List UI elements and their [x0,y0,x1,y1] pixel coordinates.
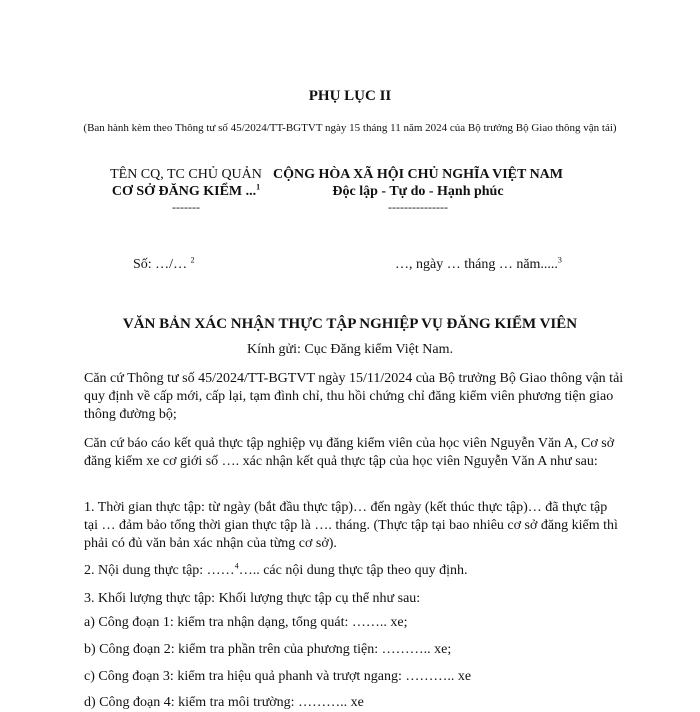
national-header [268,166,568,214]
footnote-marker: 1 [256,182,261,192]
footnote-marker: 2 [190,255,195,265]
national-name: CỘNG HÒA XÃ HỘI CHỦ NGHĨA VIỆT NAM [272,167,563,182]
document-number [133,257,195,273]
list-item-stage-3: c) Công đoạn 3: kiểm tra hiệu quả phanh và trượt ngang: ……….. xe [84,669,472,684]
subtitle: (Ban hành kèm theo Thông tư số 45/2024/TT-BGTVT ngày 15 tháng 11 năm 2024 của Bộ trưởng Bộ Giao thông vận tải) [83,122,617,134]
list-item-stage-2: b) Công đoạn 2: kiểm tra phần trên của phương tiện: ……….. xe; [84,642,452,657]
footnote-marker: 3 [557,255,562,265]
agency-header [76,166,296,214]
content-text-tail: ….. các nội dung thực tập theo quy định. [238,563,468,578]
national-divider: --------------- [388,200,448,214]
inspection-facility-name [76,183,296,200]
document-date [395,257,562,273]
national-motto: Độc lập - Tự do - Hạnh phúc [332,184,504,199]
paragraph-internship-content [84,562,624,580]
content-text: 2. Nội dung thực tập: …… [84,563,235,578]
agency-name: TÊN CQ, TC CHỦ QUẢN [110,167,262,182]
recipient: Kính gửi: Cục Đăng kiểm Việt Nam. [247,342,453,357]
paragraph-report-basis: Căn cứ báo cáo kết quả thực tập nghiệp vụ đăng kiểm viên của học viên Nguyễn Văn A, Cơ sở đăng kiểm xe cơ giới số …. xác nhận kết quả thực tập của học viên Nguyễn Văn A như sau: [84,436,615,469]
list-item-stage-4: d) Công đoạn 4: kiểm tra môi trường: ……….. xe [84,695,364,710]
paragraph-internship-time: 1. Thời gian thực tập: từ ngày (bắt đầu thực tập)… đến ngày (kết thúc thực tập)… đã thực tập tại … đảm bảo tổng thời gian thực tập là …. tháng. (Thực tập tại bao nhiêu cơ sở đăng kiểm thì phải có đủ văn bản xác nhận của từng cơ sở). [84,500,618,551]
list-item-stage-1: a) Công đoạn 1: kiểm tra nhận dạng, tổng quát: …….. xe; [84,615,408,630]
document-number-text: Số: …/… [133,257,191,272]
paragraph-internship-volume: 3. Khối lượng thực tập: Khối lượng thực tập cụ thể như sau: [84,591,421,606]
agency-divider: ------- [172,200,200,214]
document-date-text: …, ngày … tháng … năm..... [395,257,558,272]
footnote-marker: 4 [234,561,239,571]
page-title: PHỤ LỤC II [308,88,392,104]
document-title: VĂN BẢN XÁC NHẬN THỰC TẬP NGHIỆP VỤ ĐĂNG KIỂM VIÊN [122,316,578,332]
paragraph-legal-basis: Căn cứ Thông tư số 45/2024/TT-BGTVT ngày 15/11/2024 của Bộ trưởng Bộ Giao thông vận tải quy định về cấp mới, cấp lại, tạm đình chỉ, thu hồi chứng chỉ đăng kiểm viên phương tiện giao thông đường bộ; [84,371,624,422]
facility-label: CƠ SỞ ĐĂNG KIỂM ... [111,184,257,199]
